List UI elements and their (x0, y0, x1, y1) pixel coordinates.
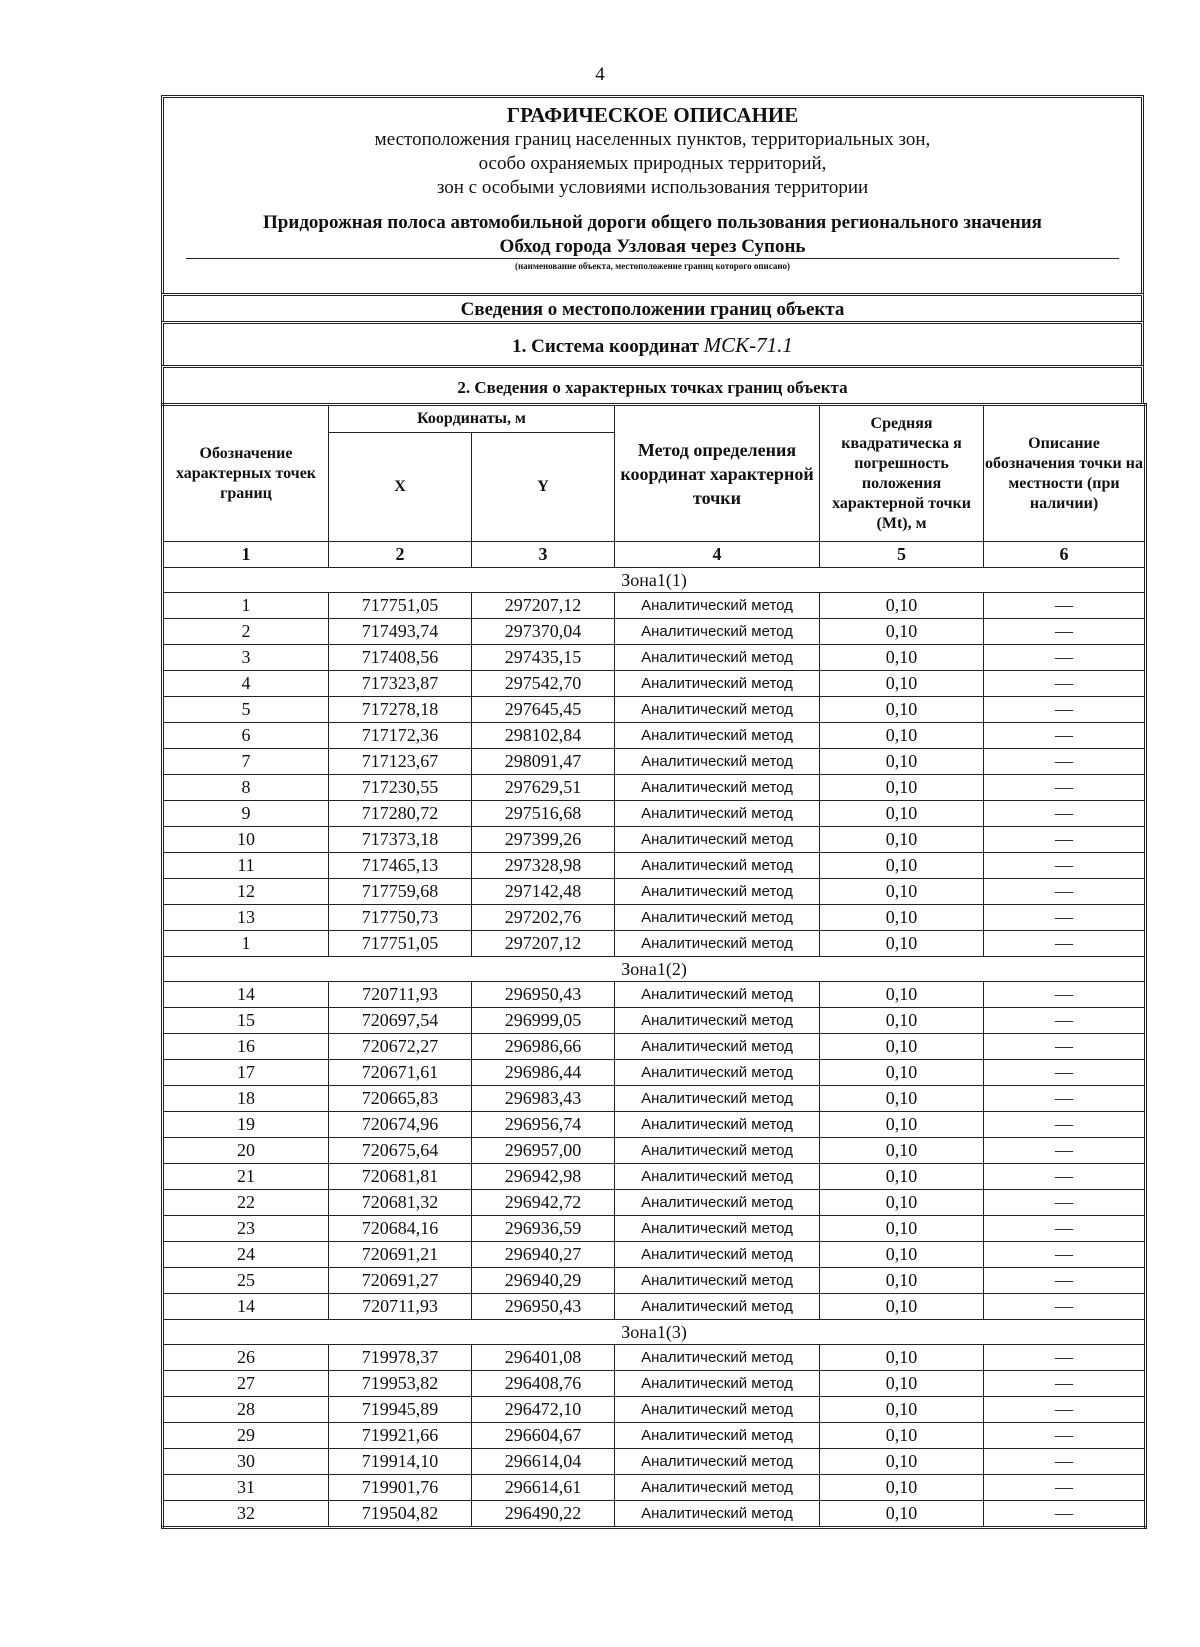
column-number: 2 (329, 542, 472, 568)
point-number: 31 (163, 1475, 329, 1501)
description: — (984, 1242, 1146, 1268)
x-coordinate: 720711,93 (329, 1294, 472, 1320)
header-coords: Координаты, м (329, 405, 615, 433)
y-coordinate: 296999,05 (472, 1008, 615, 1034)
y-coordinate: 298102,84 (472, 723, 615, 749)
error-value: 0,10 (820, 749, 984, 775)
y-coordinate: 296401,08 (472, 1345, 615, 1371)
method: Аналитический метод (615, 827, 820, 853)
y-coordinate: 297516,68 (472, 801, 615, 827)
y-coordinate: 296614,61 (472, 1475, 615, 1501)
table-row (163, 1397, 1146, 1423)
header-point: Обозначение характерных точек границ (163, 405, 329, 542)
point-number: 27 (163, 1371, 329, 1397)
error-value: 0,10 (820, 723, 984, 749)
point-number: 19 (163, 1112, 329, 1138)
point-number: 17 (163, 1060, 329, 1086)
method: Аналитический метод (615, 749, 820, 775)
x-coordinate: 720681,81 (329, 1164, 472, 1190)
description: — (984, 982, 1146, 1008)
y-coordinate: 296957,00 (472, 1138, 615, 1164)
coordinate-system (161, 321, 1144, 365)
description: — (984, 1294, 1146, 1320)
table-row (163, 593, 1146, 619)
x-coordinate: 717493,74 (329, 619, 472, 645)
document-header (161, 95, 1144, 293)
table-row (163, 1112, 1146, 1138)
y-coordinate: 297207,12 (472, 593, 615, 619)
subtitle-line: особо охраняемых природных территорий, (478, 153, 827, 174)
y-coordinate: 296950,43 (472, 982, 615, 1008)
method: Аналитический метод (615, 1086, 820, 1112)
description: — (984, 1112, 1146, 1138)
object-name-line2: Обход города Узловая через Супонь (186, 236, 1119, 259)
subtitle-line: зон с особыми условиями использования территории (436, 177, 869, 198)
method: Аналитический метод (615, 723, 820, 749)
description: — (984, 775, 1146, 801)
method: Аналитический метод (615, 1345, 820, 1371)
y-coordinate: 297542,70 (472, 671, 615, 697)
point-number: 8 (163, 775, 329, 801)
error-value: 0,10 (820, 1164, 984, 1190)
method: Аналитический метод (615, 671, 820, 697)
header-method: Метод определения координат характерной точки (615, 405, 820, 542)
method: Аналитический метод (615, 1112, 820, 1138)
zone-label: Зона1(3) (163, 1320, 1146, 1345)
zone-label: Зона1(2) (163, 957, 1146, 982)
zone-label: Зона1(1) (163, 568, 1146, 593)
section-title: Сведения о местоположении границ объекта (161, 293, 1144, 321)
y-coordinate: 297629,51 (472, 775, 615, 801)
description: — (984, 1034, 1146, 1060)
error-value: 0,10 (820, 1449, 984, 1475)
y-coordinate: 296408,76 (472, 1371, 615, 1397)
points-table (161, 403, 1147, 1529)
method: Аналитический метод (615, 1008, 820, 1034)
y-coordinate: 297207,12 (472, 931, 615, 957)
table-row (163, 1190, 1146, 1216)
table-row (163, 1294, 1146, 1320)
header-y: Y (472, 433, 615, 542)
column-number: 1 (163, 542, 329, 568)
error-value: 0,10 (820, 1112, 984, 1138)
y-coordinate: 296940,29 (472, 1268, 615, 1294)
point-number: 28 (163, 1397, 329, 1423)
table-row (163, 1164, 1146, 1190)
point-number: 1 (163, 593, 329, 619)
description: — (984, 1190, 1146, 1216)
point-number: 10 (163, 827, 329, 853)
point-number: 14 (163, 982, 329, 1008)
point-number: 20 (163, 1138, 329, 1164)
method: Аналитический метод (615, 697, 820, 723)
y-coordinate: 296986,44 (472, 1060, 615, 1086)
description: — (984, 827, 1146, 853)
error-value: 0,10 (820, 593, 984, 619)
description: — (984, 1216, 1146, 1242)
document-frame (161, 95, 1144, 1529)
error-value: 0,10 (820, 1345, 984, 1371)
point-number: 32 (163, 1501, 329, 1528)
header-x: X (329, 433, 472, 542)
column-number: 3 (472, 542, 615, 568)
x-coordinate: 719953,82 (329, 1371, 472, 1397)
error-value: 0,10 (820, 671, 984, 697)
table-row (163, 879, 1146, 905)
method: Аналитический метод (615, 982, 820, 1008)
point-number: 4 (163, 671, 329, 697)
table-row (163, 1345, 1146, 1371)
x-coordinate: 720684,16 (329, 1216, 472, 1242)
point-number: 12 (163, 879, 329, 905)
zone-row (163, 957, 1146, 982)
table-row (163, 1242, 1146, 1268)
error-value: 0,10 (820, 905, 984, 931)
table-row (163, 697, 1146, 723)
point-number: 18 (163, 1086, 329, 1112)
x-coordinate: 720697,54 (329, 1008, 472, 1034)
x-coordinate: 720691,21 (329, 1242, 472, 1268)
error-value: 0,10 (820, 827, 984, 853)
y-coordinate: 296950,43 (472, 1294, 615, 1320)
x-coordinate: 717465,13 (329, 853, 472, 879)
description: — (984, 645, 1146, 671)
x-coordinate: 719504,82 (329, 1501, 472, 1528)
error-value: 0,10 (820, 1034, 984, 1060)
description: — (984, 1268, 1146, 1294)
point-number: 1 (163, 931, 329, 957)
error-value: 0,10 (820, 1268, 984, 1294)
error-value: 0,10 (820, 775, 984, 801)
point-number: 30 (163, 1449, 329, 1475)
error-value: 0,10 (820, 1216, 984, 1242)
description: — (984, 905, 1146, 931)
point-number: 15 (163, 1008, 329, 1034)
x-coordinate: 720681,32 (329, 1190, 472, 1216)
method: Аналитический метод (615, 593, 820, 619)
y-coordinate: 296936,59 (472, 1216, 615, 1242)
table-row (163, 619, 1146, 645)
method: Аналитический метод (615, 1268, 820, 1294)
method: Аналитический метод (615, 645, 820, 671)
point-number: 2 (163, 619, 329, 645)
y-coordinate: 297399,26 (472, 827, 615, 853)
description: — (984, 593, 1146, 619)
object-caption: (наименование объекта, местоположение границ которого описано) (514, 261, 791, 271)
method: Аналитический метод (615, 775, 820, 801)
point-number: 9 (163, 801, 329, 827)
description: — (984, 1086, 1146, 1112)
x-coordinate: 717751,05 (329, 931, 472, 957)
error-value: 0,10 (820, 1008, 984, 1034)
y-coordinate: 296490,22 (472, 1501, 615, 1528)
method: Аналитический метод (615, 1397, 820, 1423)
header-description: Описание обозначения точки на местности (при наличии) (984, 405, 1146, 542)
description: — (984, 1060, 1146, 1086)
point-number: 24 (163, 1242, 329, 1268)
x-coordinate: 717408,56 (329, 645, 472, 671)
y-coordinate: 296472,10 (472, 1397, 615, 1423)
table-row (163, 1086, 1146, 1112)
description: — (984, 801, 1146, 827)
x-coordinate: 720711,93 (329, 982, 472, 1008)
x-coordinate: 720675,64 (329, 1138, 472, 1164)
description: — (984, 697, 1146, 723)
point-number: 23 (163, 1216, 329, 1242)
y-coordinate: 296614,04 (472, 1449, 615, 1475)
coordinate-system-label: 1. Система координат (512, 336, 699, 357)
x-coordinate: 719921,66 (329, 1423, 472, 1449)
method: Аналитический метод (615, 1294, 820, 1320)
error-value: 0,10 (820, 1423, 984, 1449)
object-name-line1: Придорожная полоса автомобильной дороги общего пользования регионального значения (263, 212, 1042, 233)
point-number: 5 (163, 697, 329, 723)
description: — (984, 1164, 1146, 1190)
description: — (984, 931, 1146, 957)
description: — (984, 1423, 1146, 1449)
method: Аналитический метод (615, 1164, 820, 1190)
coordinate-system-value: МСК-71.1 (703, 333, 793, 357)
description: — (984, 1008, 1146, 1034)
y-coordinate: 297142,48 (472, 879, 615, 905)
zone-row (163, 568, 1146, 593)
method: Аналитический метод (615, 1216, 820, 1242)
table-row (163, 853, 1146, 879)
y-coordinate: 297202,76 (472, 905, 615, 931)
table-row (163, 775, 1146, 801)
x-coordinate: 720691,27 (329, 1268, 472, 1294)
y-coordinate: 297645,45 (472, 697, 615, 723)
description: — (984, 1501, 1146, 1528)
x-coordinate: 717323,87 (329, 671, 472, 697)
column-number-row (163, 542, 1146, 568)
point-number: 25 (163, 1268, 329, 1294)
table-row (163, 801, 1146, 827)
error-value: 0,10 (820, 801, 984, 827)
subtitle-line: местоположения границ населенных пунктов, территориальных зон, (374, 129, 931, 150)
y-coordinate: 296942,98 (472, 1164, 615, 1190)
error-value: 0,10 (820, 697, 984, 723)
x-coordinate: 719945,89 (329, 1397, 472, 1423)
y-coordinate: 296986,66 (472, 1034, 615, 1060)
y-coordinate: 297435,15 (472, 645, 615, 671)
error-value: 0,10 (820, 1501, 984, 1528)
x-coordinate: 719901,76 (329, 1475, 472, 1501)
table-row (163, 905, 1146, 931)
y-coordinate: 296942,72 (472, 1190, 615, 1216)
x-coordinate: 717280,72 (329, 801, 472, 827)
y-coordinate: 296604,67 (472, 1423, 615, 1449)
point-number: 14 (163, 1294, 329, 1320)
method: Аналитический метод (615, 1242, 820, 1268)
column-number: 4 (615, 542, 820, 568)
point-number: 26 (163, 1345, 329, 1371)
x-coordinate: 720665,83 (329, 1086, 472, 1112)
description: — (984, 1371, 1146, 1397)
error-value: 0,10 (820, 619, 984, 645)
x-coordinate: 717230,55 (329, 775, 472, 801)
x-coordinate: 719978,37 (329, 1345, 472, 1371)
method: Аналитический метод (615, 619, 820, 645)
table-row (163, 1216, 1146, 1242)
error-value: 0,10 (820, 1138, 984, 1164)
description: — (984, 723, 1146, 749)
x-coordinate: 720674,96 (329, 1112, 472, 1138)
method: Аналитический метод (615, 1138, 820, 1164)
y-coordinate: 296983,43 (472, 1086, 615, 1112)
description: — (984, 879, 1146, 905)
y-coordinate: 297328,98 (472, 853, 615, 879)
point-number: 13 (163, 905, 329, 931)
table-row (163, 645, 1146, 671)
point-number: 21 (163, 1164, 329, 1190)
y-coordinate: 297370,04 (472, 619, 615, 645)
error-value: 0,10 (820, 1086, 984, 1112)
point-number: 16 (163, 1034, 329, 1060)
x-coordinate: 719914,10 (329, 1449, 472, 1475)
method: Аналитический метод (615, 1501, 820, 1528)
method: Аналитический метод (615, 931, 820, 957)
x-coordinate: 717759,68 (329, 879, 472, 905)
method: Аналитический метод (615, 879, 820, 905)
error-value: 0,10 (820, 1294, 984, 1320)
error-value: 0,10 (820, 1475, 984, 1501)
table-row (163, 1034, 1146, 1060)
method: Аналитический метод (615, 801, 820, 827)
method: Аналитический метод (615, 1371, 820, 1397)
x-coordinate: 720672,27 (329, 1034, 472, 1060)
table-row (163, 1060, 1146, 1086)
error-value: 0,10 (820, 1242, 984, 1268)
page-number: 4 (595, 64, 605, 85)
error-value: 0,10 (820, 879, 984, 905)
table-row (163, 1008, 1146, 1034)
y-coordinate: 298091,47 (472, 749, 615, 775)
point-number: 11 (163, 853, 329, 879)
method: Аналитический метод (615, 1423, 820, 1449)
x-coordinate: 717123,67 (329, 749, 472, 775)
table-row (163, 827, 1146, 853)
description: — (984, 1138, 1146, 1164)
method: Аналитический метод (615, 1475, 820, 1501)
error-value: 0,10 (820, 853, 984, 879)
error-value: 0,10 (820, 982, 984, 1008)
x-coordinate: 717172,36 (329, 723, 472, 749)
point-number: 3 (163, 645, 329, 671)
description: — (984, 1475, 1146, 1501)
y-coordinate: 296940,27 (472, 1242, 615, 1268)
description: — (984, 749, 1146, 775)
method: Аналитический метод (615, 1034, 820, 1060)
point-number: 29 (163, 1423, 329, 1449)
error-value: 0,10 (820, 1397, 984, 1423)
header-error: Средняя квадратическа я погрешность положения характерной точки (Mt), м (820, 405, 984, 542)
table-row (163, 723, 1146, 749)
x-coordinate: 717278,18 (329, 697, 472, 723)
method: Аналитический метод (615, 1190, 820, 1216)
column-number: 6 (984, 542, 1146, 568)
description: — (984, 1449, 1146, 1475)
table-row (163, 671, 1146, 697)
error-value: 0,10 (820, 1371, 984, 1397)
description: — (984, 1397, 1146, 1423)
table-row (163, 1475, 1146, 1501)
x-coordinate: 720671,61 (329, 1060, 472, 1086)
table-row (163, 931, 1146, 957)
table-row (163, 1501, 1146, 1528)
table-row (163, 1268, 1146, 1294)
table-row (163, 1371, 1146, 1397)
error-value: 0,10 (820, 1060, 984, 1086)
x-coordinate: 717750,73 (329, 905, 472, 931)
table-row (163, 1449, 1146, 1475)
y-coordinate: 296956,74 (472, 1112, 615, 1138)
point-number: 6 (163, 723, 329, 749)
x-coordinate: 717373,18 (329, 827, 472, 853)
zone-row (163, 1320, 1146, 1345)
description: — (984, 1345, 1146, 1371)
point-number: 22 (163, 1190, 329, 1216)
x-coordinate: 717751,05 (329, 593, 472, 619)
table-row (163, 982, 1146, 1008)
error-value: 0,10 (820, 1190, 984, 1216)
document-title: ГРАФИЧЕСКОЕ ОПИСАНИЕ (506, 103, 799, 127)
points-title: 2. Сведения о характерных точках границ объекта (161, 365, 1144, 403)
table-row (163, 1138, 1146, 1164)
error-value: 0,10 (820, 645, 984, 671)
method: Аналитический метод (615, 853, 820, 879)
description: — (984, 853, 1146, 879)
description: — (984, 671, 1146, 697)
method: Аналитический метод (615, 905, 820, 931)
point-number: 7 (163, 749, 329, 775)
method: Аналитический метод (615, 1060, 820, 1086)
description: — (984, 619, 1146, 645)
error-value: 0,10 (820, 931, 984, 957)
table-row (163, 749, 1146, 775)
method: Аналитический метод (615, 1449, 820, 1475)
table-row (163, 1423, 1146, 1449)
column-number: 5 (820, 542, 984, 568)
